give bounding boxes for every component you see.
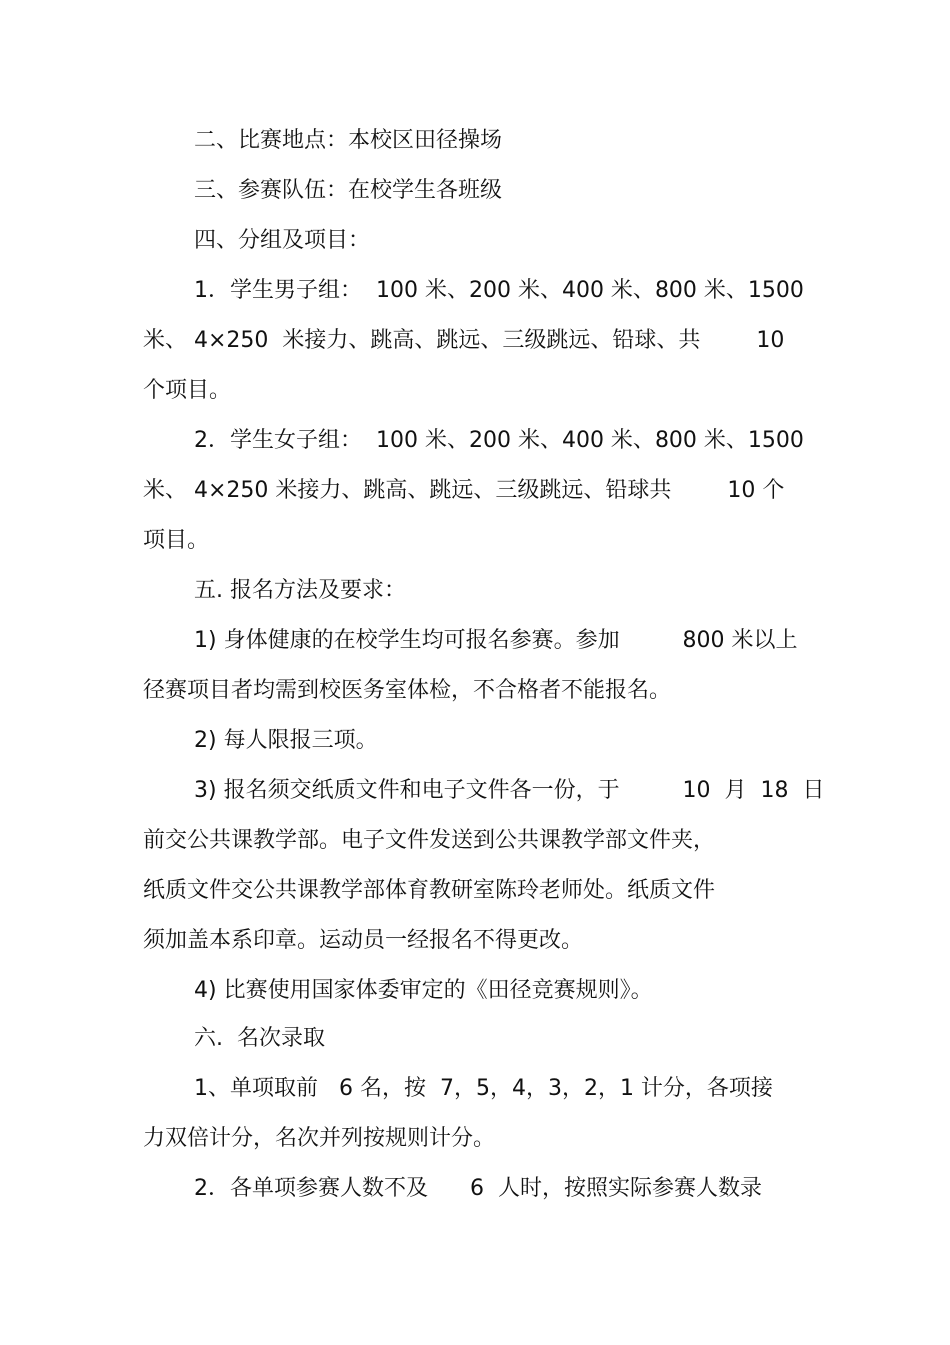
section-3-teams: 三、参赛队伍：在校学生各班级 (194, 178, 503, 203)
rule-1-line-1: 1) 身体健康的在校学生均可报名参赛。参加 800 米以上 (194, 628, 798, 653)
men-group-line-1: 1．学生男子组： 100 米、200 米、400 米、800 米、1500 (194, 278, 804, 303)
rule-2: 2) 每人限报三项。 (194, 728, 378, 753)
women-group-line-2: 米、 4×250 米接力、跳高、跳远、三级跳远、铅球共 10 个 (143, 478, 785, 503)
rule-3-line-2: 前交公共课教学部。电子文件发送到公共课教学部文件夹， (143, 828, 716, 853)
section-2-venue: 二、比赛地点：本校区田径操场 (194, 128, 503, 153)
section-6-heading: 六. 名次录取 (194, 1026, 325, 1051)
section-5-heading: 五. 报名方法及要求： (194, 578, 406, 603)
ranking-1-line-1: 1、单项取前 6 名，按 7，5，4，3，2，1 计分，各项接 (194, 1076, 773, 1101)
rule-1-line-2: 径赛项目者均需到校医务室体检，不合格者不能报名。 (143, 678, 672, 703)
women-group-line-1: 2．学生女子组： 100 米、200 米、400 米、800 米、1500 (194, 428, 804, 453)
ranking-1-line-2: 力双倍计分，名次并列按规则计分。 (143, 1126, 496, 1151)
women-group-line-3: 项目。 (143, 528, 210, 553)
men-group-line-3: 个项目。 (143, 378, 232, 403)
rule-3-line-4: 须加盖本系印章。运动员一经报名不得更改。 (143, 928, 584, 953)
rule-3-line-1: 3) 报名须交纸质文件和电子文件各一份，于 10 月 18 日 (194, 778, 825, 803)
rule-3-line-3: 纸质文件交公共课教学部体育教研室陈玲老师处。纸质文件 (143, 878, 716, 903)
ranking-2-line-1: 2．各单项参赛人数不及 6 人时，按照实际参赛人数录 (194, 1176, 762, 1201)
section-4-heading: 四、分组及项目： (194, 228, 371, 253)
rule-4: 4) 比赛使用国家体委审定的《田径竞赛规则》。 (194, 978, 653, 1003)
men-group-line-2: 米、 4×250 米接力、跳高、跳远、三级跳远、铅球、共 10 (143, 328, 785, 353)
